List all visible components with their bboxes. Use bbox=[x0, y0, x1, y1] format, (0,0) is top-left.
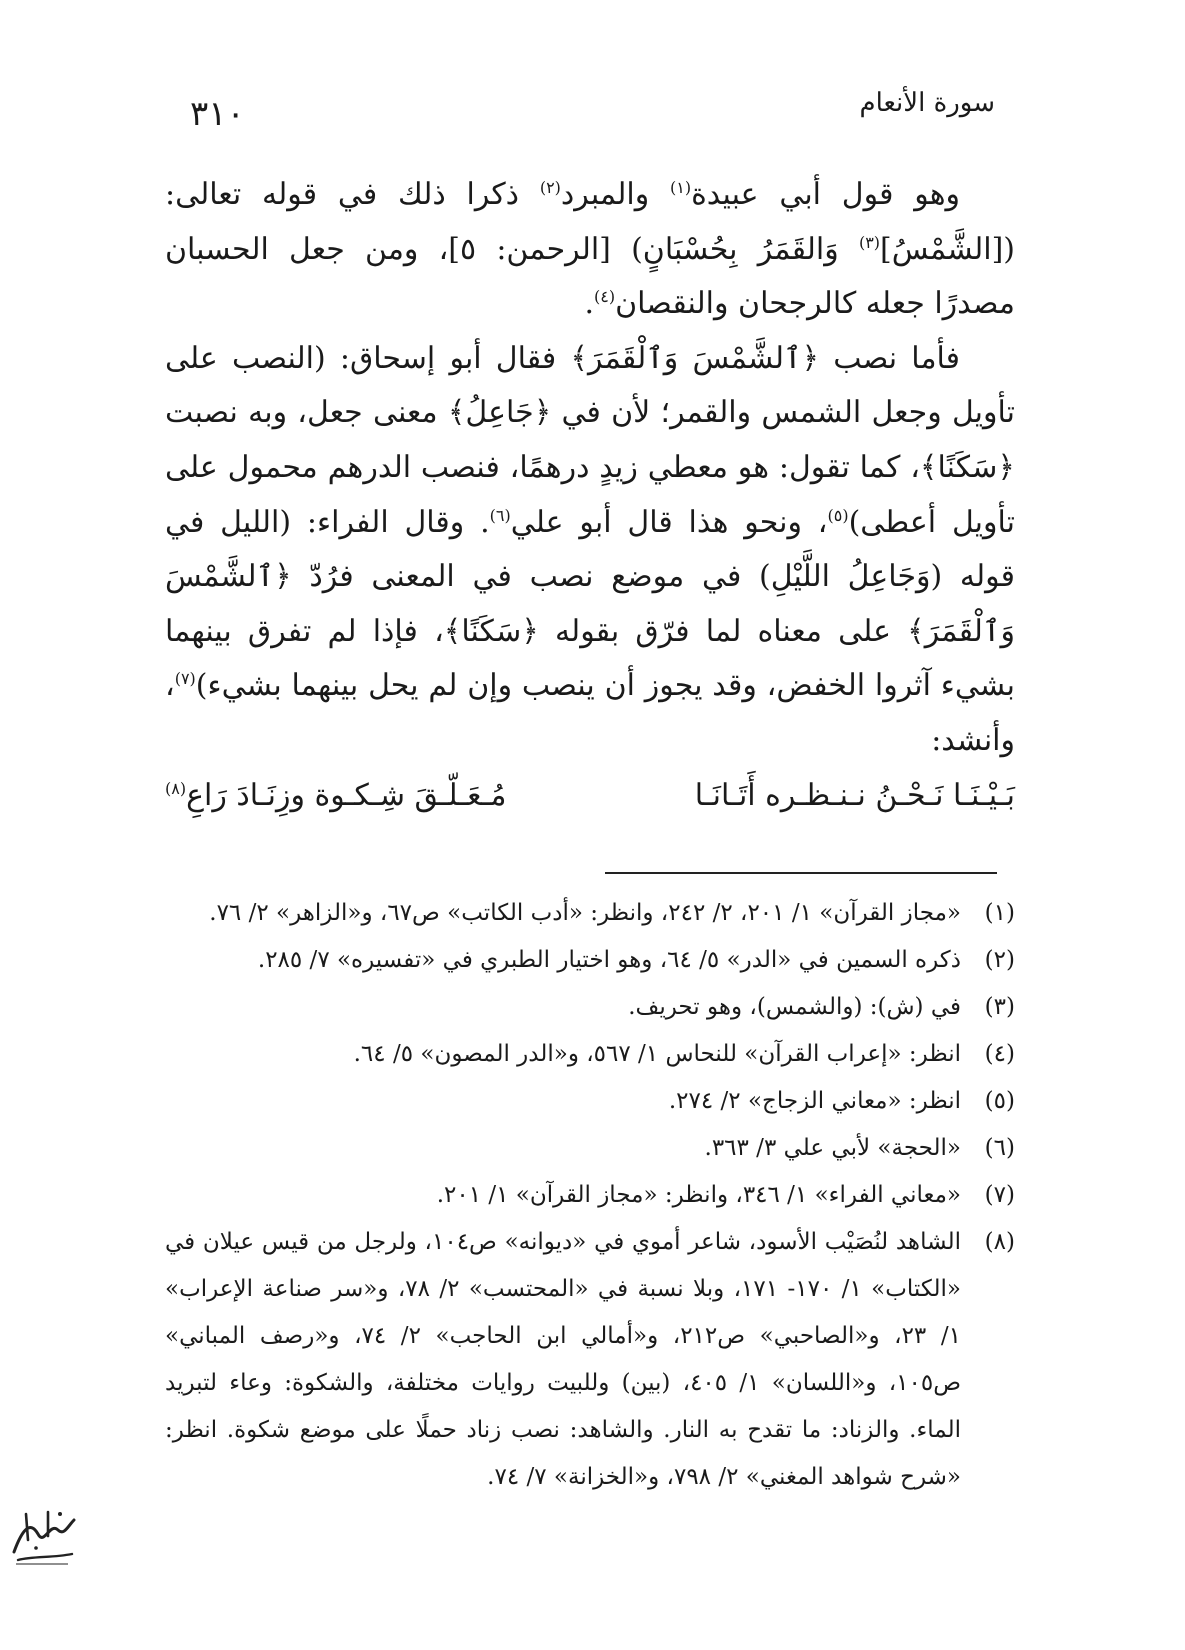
footnote bbox=[165, 1172, 1015, 1219]
footnote-ref: (٣) bbox=[858, 232, 881, 252]
text-run: . وقال الفراء: (الليل في قوله (وَجَاعِلُ اللَّيْلِ) في موضع نصب في المعنى فرُدّ ﴿ٱلشَّمْسَ وَٱلْقَمَرَ﴾ على معناه لما فرّق بقوله ﴿سَكَنًا﴾، فإذا لم تفرق بينهما بشيء آثروا الخفض، وقد يجوز أن ينصب وإن لم يحل بينهما بشيء) bbox=[165, 504, 1015, 704]
page-header bbox=[190, 88, 995, 138]
paragraph-1 bbox=[165, 168, 1015, 332]
footnote-ref: (٦) bbox=[489, 505, 511, 525]
footnote bbox=[165, 937, 1015, 984]
text-run: فأما نصب ﴿ٱلشَّمْسَ وَٱلْقَمَرَ﴾ فقال أبو إسحاق: (النصب على تأويل وجعل الشمس والقمر؛ لأن في ﴿جَاعِلُ﴾ معنى جعل، وبه نصبت ﴿سَكَنًا﴾، كما تقول: هو معطي زيدٍ درهمًا، فنصب الدرهم محمول على تأويل أعطى) bbox=[165, 340, 1015, 540]
footnote bbox=[165, 984, 1015, 1031]
text-run: وهو قول أبي عبيدة bbox=[691, 177, 961, 212]
footnotes bbox=[165, 890, 1015, 1501]
footnote-ref: (٧) bbox=[174, 669, 196, 689]
text-run: ، وأنشد: bbox=[165, 668, 1015, 758]
footnote-text: انظر: «معاني الزجاج» ٢/ ٢٧٤. bbox=[668, 1088, 961, 1114]
footnote-text: في (ش): (والشمس)، وهو تحريف. bbox=[628, 994, 961, 1020]
verse-second-text: مُـعَـلّـقَ شِـكـوة وزِنَـادَ رَاعِ bbox=[186, 777, 507, 813]
footnote-ref: (٨) bbox=[165, 778, 187, 798]
footnote bbox=[165, 890, 1015, 937]
footnote-number: (٨) bbox=[984, 1229, 1015, 1255]
text-run: ، ونحو هذا قال أبو علي bbox=[510, 504, 828, 540]
surah-title: سورة الأنعام bbox=[859, 88, 995, 118]
footnote bbox=[165, 1078, 1015, 1125]
footnote bbox=[165, 1125, 1015, 1172]
footnote-text: «مجاز القرآن» ١/ ٢٠١، ٢/ ٢٤٢، وانظر: «أدب الكاتب» ص٦٧، و«الزاهر» ٢/ ٧٦. bbox=[209, 900, 961, 926]
paragraph-2 bbox=[165, 332, 1015, 769]
footnote-separator bbox=[605, 872, 997, 874]
footnote-text: «الحجة» لأبي علي ٣/ ٣٦٣. bbox=[704, 1135, 961, 1161]
footnote bbox=[165, 1219, 1015, 1501]
footnote-text: ذكره السمين في «الدر» ٥/ ٦٤، وهو اختيار الطبري في «تفسيره» ٧/ ٢٨٥. bbox=[257, 947, 961, 973]
footnote-number: (٦) bbox=[984, 1135, 1015, 1161]
footnote-ref: (٥) bbox=[827, 505, 849, 525]
footnote-number: (٧) bbox=[984, 1182, 1015, 1208]
poem-verse bbox=[165, 769, 1015, 824]
footnote-ref: (٢) bbox=[539, 178, 561, 197]
publisher-logo bbox=[8, 1500, 80, 1570]
footnote bbox=[165, 1031, 1015, 1078]
footnote-number: (٢) bbox=[984, 947, 1015, 973]
footnote-text: الشاهد لنُصَيْب الأسود، شاعر أموي في «ديوانه» ص١٠٤، ولرجل من قيس عيلان في «الكتاب» ١/ ١٧٠- ١٧١، وبلا نسبة في «المحتسب» ٢/ ٧٨، و«سر صناعة الإعراب» ١/ ٢٣، و«الصاحبي» ص٢١٢، و«أمالي ابن الحاجب» ٢/ ٧٤، و«رصف المباني» ص١٠٥، و«اللسان» ١/ ٤٠٥، (بين) وللبيت روايات مختلفة، والشكوة: وعاء لتبريد الماء. والزناد: ما تقدح به النار. والشاهد: نصب زناد حملًا على موضع شكوة. انظر: «شرح شواهد المغني» ٢/ ٧٩٨، و«الخزانة» ٧/ ٧٤. bbox=[165, 1229, 962, 1490]
footnote-number: (٣) bbox=[984, 994, 1015, 1020]
footnote-text: انظر: «إعراب القرآن» للنحاس ١/ ٥٦٧، و«الدر المصون» ٥/ ٦٤. bbox=[353, 1041, 961, 1067]
text-run: . bbox=[584, 286, 595, 322]
footnote-ref: (١) bbox=[669, 178, 692, 197]
footnote-ref: (٤) bbox=[594, 287, 616, 307]
text-run: ذكرا ذلك في قوله تعالى: ([الشَّمْسُ] bbox=[165, 177, 1015, 267]
footnote-number: (٤) bbox=[984, 1041, 1015, 1067]
verse-first-hemistich: بَـيْـنَـا نَـحْـنُ نـنـظـره أَتَـانَـا bbox=[694, 777, 1015, 813]
calligraphy-logo-icon bbox=[8, 1500, 80, 1570]
page-number: ٣١٠ bbox=[190, 94, 245, 134]
main-text bbox=[165, 168, 1015, 823]
footnote-text: «معاني الفراء» ١/ ٣٤٦، وانظر: «مجاز القرآن» ١/ ٢٠١. bbox=[436, 1182, 961, 1208]
text-run: والمبرد bbox=[560, 177, 670, 212]
verse-second-hemistich bbox=[165, 769, 506, 824]
footnote-number: (٥) bbox=[984, 1088, 1015, 1114]
footnote-number: (١) bbox=[984, 900, 1015, 926]
text-run: وَالقَمَرُ بِحُسْبَانٍ) [الرحمن: ٥]، ومن جعل الحسبان مصدرًا جعله كالرجحان والنقصان bbox=[165, 231, 1015, 322]
